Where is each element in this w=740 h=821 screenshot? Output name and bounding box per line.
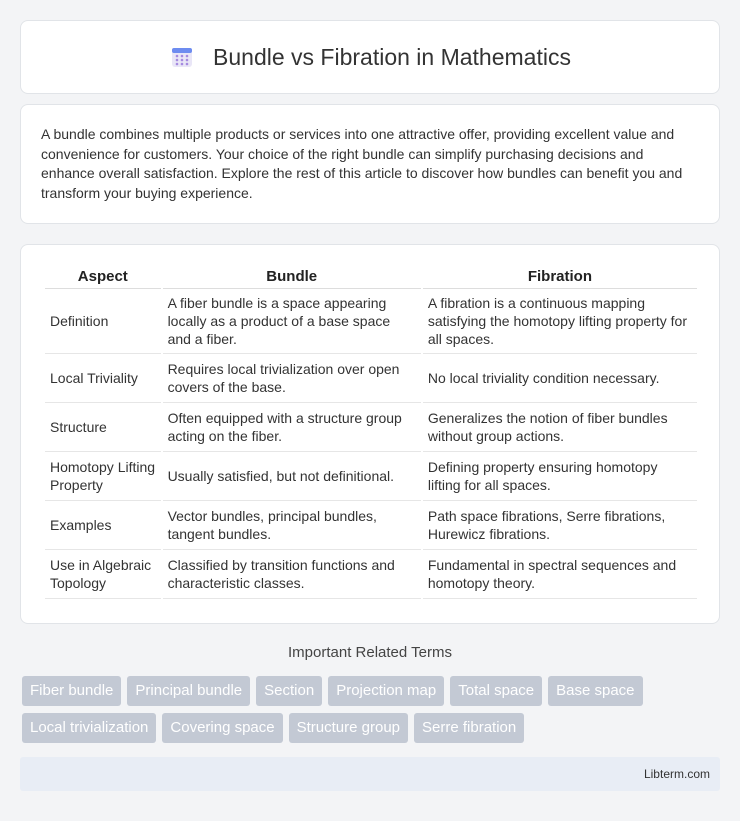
aspect-cell: Homotopy Lifting Property — [45, 452, 161, 501]
comparison-card — [20, 244, 720, 624]
fibration-cell: Fundamental in spectral sequences and homotopy theory. — [423, 550, 697, 599]
aspect-cell: Definition — [45, 289, 161, 354]
table-row — [45, 452, 697, 501]
aspect-cell: Structure — [45, 403, 161, 452]
aspect-cell: Examples — [45, 501, 161, 550]
intro-card — [20, 104, 720, 224]
footer — [20, 757, 720, 791]
fibration-cell: No local triviality condition necessary. — [423, 354, 697, 403]
related-term-tag[interactable]: Base space — [548, 676, 642, 706]
header-card — [20, 20, 720, 94]
bundle-cell: Classified by transition functions and characteristic classes. — [163, 550, 421, 599]
footer-site-link[interactable]: Libterm.com — [643, 767, 710, 781]
related-term-tag[interactable]: Principal bundle — [127, 676, 250, 706]
column-header: Bundle — [163, 265, 421, 289]
table-header-row — [45, 265, 697, 289]
intro-text: A bundle combines multiple products or services into one attractive offer, providing excellent value and convenience for customers. Your choice of the right bundle can simplify purchasing decisions and enhance overall satisfaction. Explore the rest of this article to discover how bundles can benefit you and transform your buying experience. — [41, 126, 683, 201]
related-terms-list — [22, 676, 722, 743]
page-title: Bundle vs Fibration in Mathematics — [213, 43, 571, 70]
bundle-cell: A fiber bundle is a space appearing locally as a product of a base space and a fiber. — [163, 289, 421, 354]
aspect-cell: Local Triviality — [45, 354, 161, 403]
related-term-tag[interactable]: Total space — [450, 676, 542, 706]
fibration-cell: Path space fibrations, Serre fibrations, Hurewicz fibrations. — [423, 501, 697, 550]
column-header: Aspect — [45, 265, 161, 289]
fibration-cell: Generalizes the notion of fiber bundles without group actions. — [423, 403, 697, 452]
comparison-table — [43, 265, 699, 599]
table-row — [45, 403, 697, 452]
table-row — [45, 354, 697, 403]
bundle-cell: Requires local trivialization over open covers of the base. — [163, 354, 421, 403]
related-term-tag[interactable]: Local trivialization — [22, 713, 156, 743]
bundle-cell: Usually satisfied, but not definitional. — [163, 452, 421, 501]
related-term-tag[interactable]: Serre fibration — [414, 713, 524, 743]
bundle-cell: Vector bundles, principal bundles, tangent bundles. — [163, 501, 421, 550]
table-row — [45, 501, 697, 550]
calendar-icon — [169, 44, 195, 70]
column-header: Fibration — [423, 265, 697, 289]
related-term-tag[interactable]: Fiber bundle — [22, 676, 121, 706]
related-terms-title: Important Related Terms — [288, 644, 452, 661]
table-row — [45, 550, 697, 599]
fibration-cell: Defining property ensuring homotopy lifting for all spaces. — [423, 452, 697, 501]
bundle-cell: Often equipped with a structure group acting on the fiber. — [163, 403, 421, 452]
table-row — [45, 289, 697, 354]
related-term-tag[interactable]: Covering space — [162, 713, 282, 743]
fibration-cell: A fibration is a continuous mapping satisfying the homotopy lifting property for all spaces. — [423, 289, 697, 354]
aspect-cell: Use in Algebraic Topology — [45, 550, 161, 599]
related-term-tag[interactable]: Structure group — [289, 713, 408, 743]
related-term-tag[interactable]: Section — [256, 676, 322, 706]
related-term-tag[interactable]: Projection map — [328, 676, 444, 706]
